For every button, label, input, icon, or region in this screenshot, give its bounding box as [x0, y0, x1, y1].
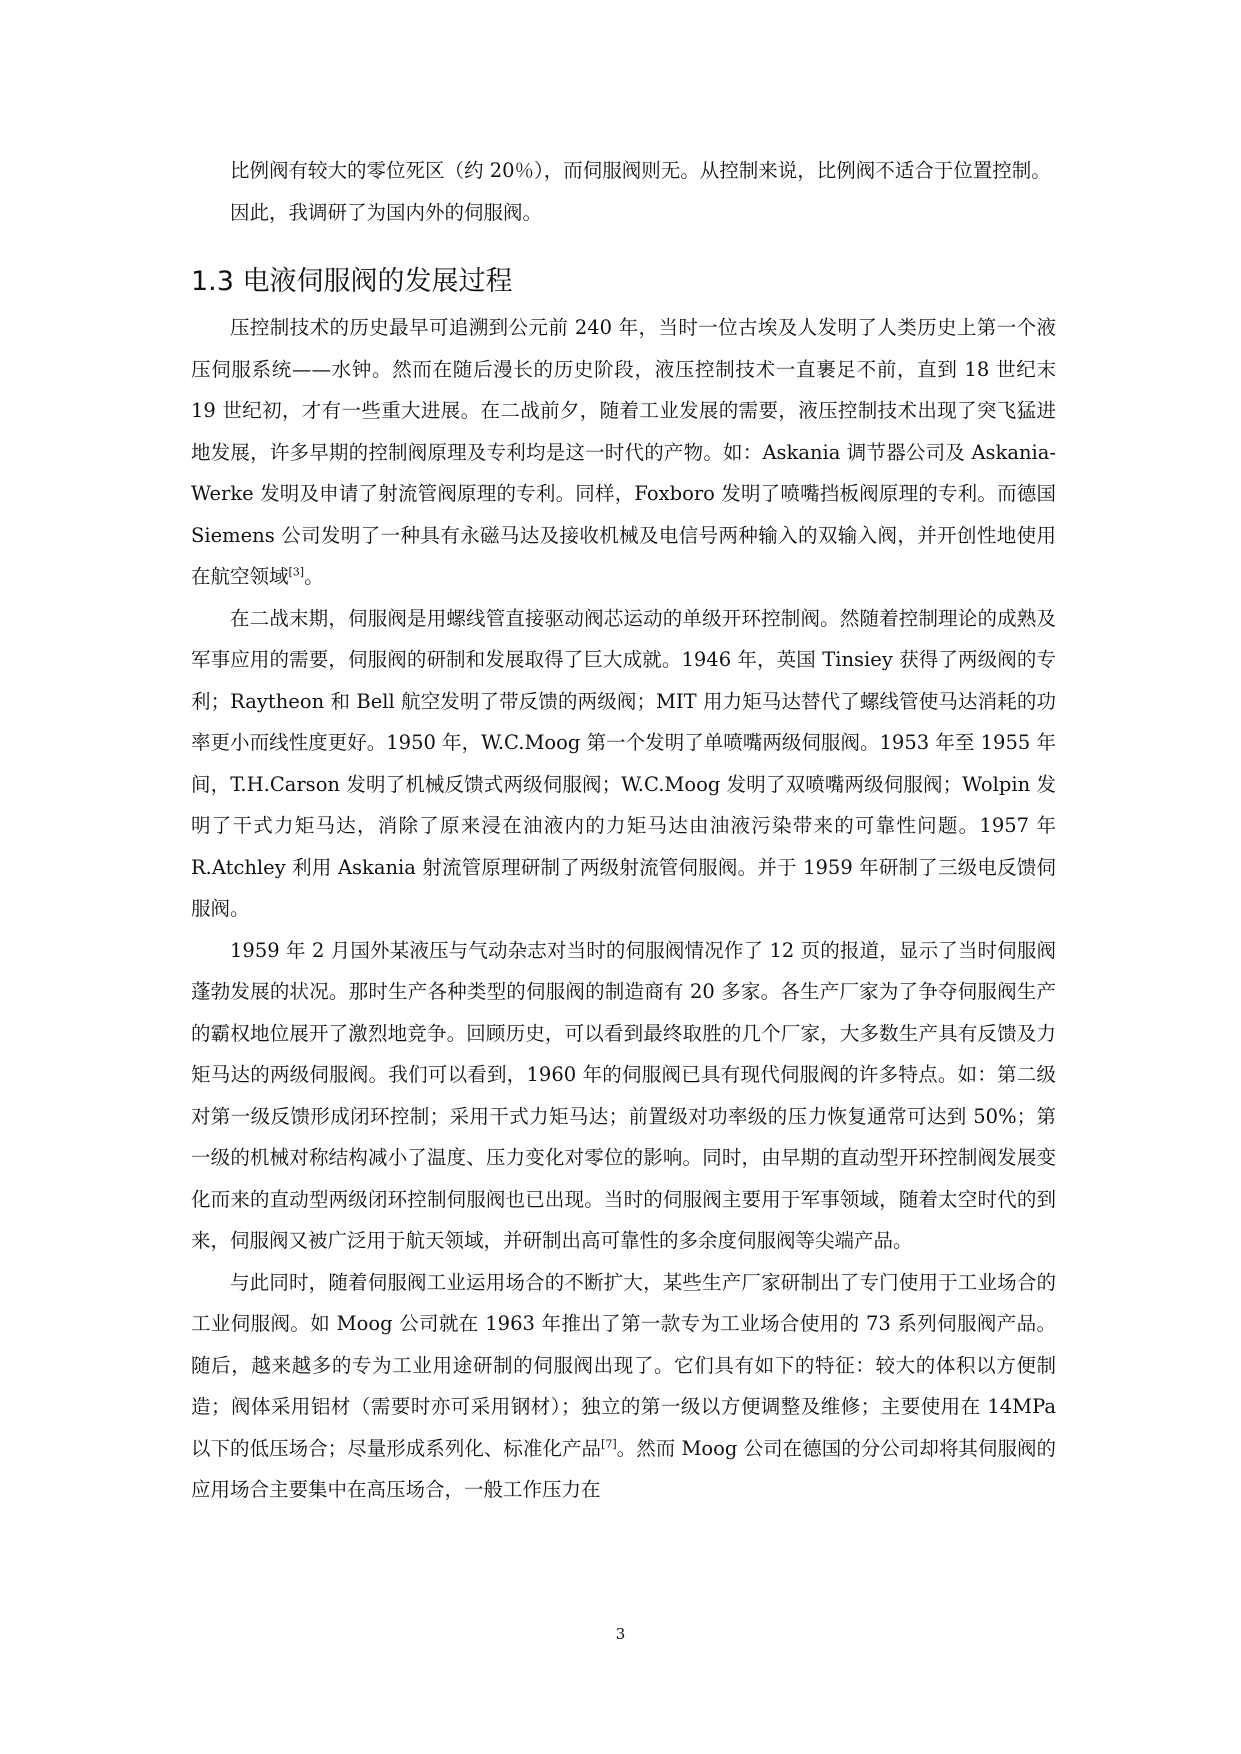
page-number: 3 [615, 1625, 626, 1643]
paragraph-history-end: 。 [304, 565, 324, 588]
paragraph-history [191, 307, 1056, 598]
citation-ref: [7] [601, 1437, 617, 1450]
paragraph-1959: 1959 年 2 月国外某液压与气动杂志对当时的伺服阀情况作了 12 页的报道，显示了当时伺服阀蓬勃发展的状况。那时生产各种类型的伺服阀的制造商有 20 多家。各生产厂家为了争夺伺服阀生产的霸权地位展开了激烈地竞争。回顾历史，可以看到最终取胜的几个厂家，大多数生产具有反馈及力矩马达的两级伺服阀。我们可以看到，1960 年的伺服阀已具有现代伺服阀的许多特点。如：第二级对第一级反馈形成闭环控制；采用干式力矩马达；前置级对功率级的压力恢复通常可达到 50%；第一级的机械对称结构减小了温度、压力变化对零位的影响。同时，由早期的直动型开环控制阀发展变化而来的直动型两级闭环控制伺服阀也已出现。当时的伺服阀主要用于军事领域，随着太空时代的到来，伺服阀又被广泛用于航天领域，并研制出高可靠性的多余度伺服阀等尖端产品。 [191, 938, 1056, 1252]
page-body [191, 150, 1056, 1511]
paragraph-industrial-text: 与此同时，随着伺服阀工业运用场合的不断扩大，某些生产厂家研制出了专门使用于工业场合的工业伺服阀。如 Moog 公司就在 1963 年推出了第一款专为工业场合使用的 73 系列伺服阀产品。随后，越来越多的专为工业用途研制的伺服阀出现了。它们具有如下的特征：较大的体积以方便制造；阀体采用铝材（需要时亦可采用钢材）；独立的第一级以方便调整及维修；主要使用在 14MPa 以下的低压场合；尽量形成系列化、标准化产品 [191, 1270, 1056, 1460]
paragraph-conclusion: 因此，我调研了为国内外的伺服阀。 [230, 200, 543, 224]
paragraph-proportional-valve: 比例阀有较大的零位死区（约 20％），而伺服阀则无。从控制来说，比例阀不适合于位置控制。 [230, 159, 1051, 182]
section-title: 1.3 电液伺服阀的发展过程 [191, 266, 513, 297]
paragraph-industrial-end: 。然而 Moog 公司在德国的分公司却将其伺服阀的应用场合主要集中在高压场合，一般工作压力在 [191, 1436, 1056, 1501]
paragraph-industrial [191, 1262, 1056, 1511]
paragraph-history-text: 压控制技术的历史最早可追溯到公元前 240 年，当时一位古埃及人发明了人类历史上第一个液压伺服系统——水钟。然而在随后漫长的历史阶段，液压控制技术一直裹足不前，直到 18 世纪末 19 世纪初，才有一些重大进展。在二战前夕，随着工业发展的需要，液压控制技术出现了突飞猛进地发展，许多早期的控制阀原理及专利均是这一时代的产物。如：Askania 调节器公司及 Askania-Werke 发明及申请了射流管阀原理的专利。同样，Foxboro 发明了喷嘴挡板阀原理的专利。而德国 Siemens 公司发明了一种具有永磁马达及接收机械及电信号两种输入的双输入阀，并开创性地使用在航空领域 [191, 316, 1056, 588]
citation-ref: [3] [288, 565, 305, 579]
paragraph-wwii: 在二战末期，伺服阀是用螺线管直接驱动阀芯运动的单级开环控制阀。然随着控制理论的成熟及军事应用的需要，伺服阀的研制和发展取得了巨大成就。1946 年，英国 Tinsiey 获得了两级阀的专利；Raytheon 和 Bell 航空发明了带反馈的两级阀；MIT 用力矩马达替代了螺线管使马达消耗的功率更小而线性度更好。1950 年，W.C.Moog 第一个发明了单喷嘴两级伺服阀。1953 年至 1955 年间，T.H.Carson 发明了机械反馈式两级伺服阀；W.C.Moog 发明了双喷嘴两级伺服阀；Wolpin 发明了干式力矩马达，消除了原来浸在油液内的力矩马达由油液污染带来的可靠性问题。1957 年 R.Atchley 利用 Askania 射流管原理研制了两级射流管伺服阀。并于 1959 年研制了三级电反馈伺服阀。 [191, 606, 1056, 920]
